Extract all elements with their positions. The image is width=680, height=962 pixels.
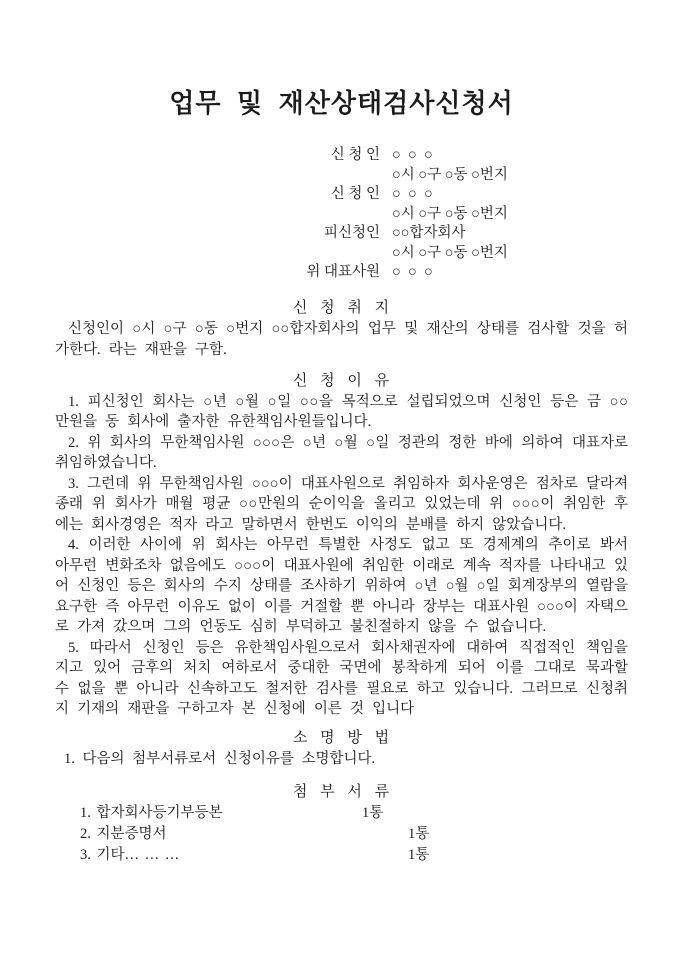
proof-item: 1. 다음의 첨부서류로서 신청이유를 소명합니다. — [64, 750, 376, 767]
party-row-address-2 — [55, 205, 628, 225]
party-row-representative — [55, 263, 628, 283]
document-title: 업무 및 재산상태검사신청서 — [169, 89, 514, 118]
reason-paragraph-3: 3. 그런데 위 무한책임사원 ○○○이 대표사원으로 취임하자 회사운영은 점차로 달라져 종래 위 회사가 매월 평균 ○○만원의 순이익을 올리고 있었는데 위 ○○○이 취임한 후에는 회사경영은 적자 라고 말하면서 한번도 이익의 분배를 하지 않았습니다. — [55, 475, 628, 533]
section-heading-attachments: 첨 부 서 류 — [292, 783, 391, 800]
attachment-count: 1통 — [408, 846, 430, 863]
reason-paragraph-4: 4. 이러한 사이에 위 회사는 아무런 특별한 사정도 없고 또 경제계의 추이로 봐서 아무런 변화조차 없음에도 ○○○이 대표사원에 취임한 이래로 계속 적자를 나타내고 있어 신청인 등은 회사의 수지 상태를 조사하기 위하여 ○년 ○월 ○일 회계장부의 열람을 요구한 즉 아무런 이유도 없이 이를 거절할 뿐 아니라 장부는 대표사원 ○○○이 자택으로 가져 갔으며 그의 언동도 심히 부덕하고 불친절하지 않을 수 없습니다. — [55, 537, 628, 635]
party-block — [55, 146, 628, 283]
attachment-name: 3. 기타… … … — [80, 846, 180, 863]
section-heading-proof: 소 명 방 법 — [292, 729, 391, 746]
party-row-respondent — [55, 224, 628, 244]
attachment-count: 1통 — [362, 804, 384, 821]
party-value: ○○합자회사 — [392, 225, 466, 241]
attachment-row — [80, 824, 628, 845]
reason-paragraph-5: 5. 따라서 신청인 등은 유한책임사원으로서 회사채권자에 대하여 직접적인 책임을 지고 있어 금후의 처치 여하로서 중대한 국면에 봉착하게 되어 이를 그대로 묵과할 수 없을 뿐 아니라 신속하고도 철저한 검사를 필요로 하고 있습니다. 그러므로 신청취지 기재의 재판을 구하고자 본 신청에 이른 것 입니다 — [55, 639, 628, 717]
reason-paragraph-2: 2. 위 회사의 무한책임사원 ○○○은 ○년 ○월 ○일 정관의 정한 바에 의하여 대표자로 취임하였습니다. — [55, 434, 628, 471]
attachment-count: 1통 — [408, 825, 430, 842]
party-label: 피신청인 — [323, 225, 380, 241]
attachment-list — [80, 803, 628, 866]
party-row-applicant-1 — [55, 146, 628, 166]
party-row-address-3 — [55, 244, 628, 264]
attachment-row — [80, 845, 628, 866]
party-label — [55, 244, 380, 264]
party-label: 위 대표사원 — [306, 264, 380, 280]
party-value: ○ ○ ○ — [392, 264, 433, 280]
attachment-name: 2. 지분증명서 — [80, 825, 167, 842]
party-value: ○ ○ ○ — [392, 147, 433, 163]
party-row-applicant-2 — [55, 185, 628, 205]
party-value: ○시 ○구 ○동 ○번지 — [392, 244, 508, 261]
party-label — [55, 205, 380, 225]
reason-paragraph-1: 1. 피신청인 회사는 ○년 ○월 ○일 ○○을 목적으로 설립되었으며 신청인 등은 금 ○○만원을 동 회사에 출자한 유한책임사원들입니다. — [55, 393, 628, 430]
party-value: ○ ○ ○ — [392, 186, 433, 202]
party-label: 신 청 인 — [330, 147, 380, 163]
party-value: ○시 ○구 ○동 ○번지 — [392, 205, 508, 222]
attachment-name: 1. 합자회사등기부등본 — [80, 804, 223, 821]
purpose-body: 신청인이 ○시 ○구 ○동 ○번지 ○○합자회사의 업무 및 재산의 상태를 검사할 것을 허가한다. 라는 재판을 구함. — [55, 320, 628, 358]
party-label: 신 청 인 — [330, 186, 380, 202]
attachment-row — [80, 803, 628, 824]
party-value: ○시 ○구 ○동 ○번지 — [392, 166, 508, 183]
party-row-address-1 — [55, 166, 628, 186]
section-heading-reasons: 신 청 이 유 — [292, 372, 391, 389]
section-heading-purpose: 신 청 취 지 — [292, 299, 391, 316]
party-label — [55, 166, 380, 186]
